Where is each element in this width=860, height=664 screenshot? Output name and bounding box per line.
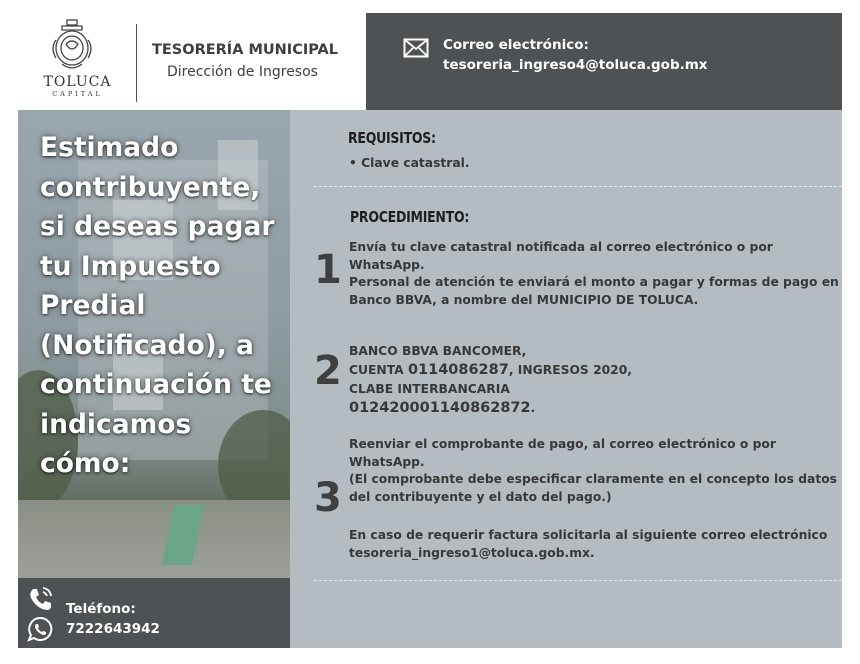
account-number: 0114086287: [407, 362, 509, 378]
header-divider: [136, 24, 137, 102]
logo-name: TOLUCA: [43, 74, 112, 90]
step-3-text: Reenviar el comprobante de pago, al correo electrónico o por WhatsApp. (El comprobante debe especificar claramente en el concepto los datos del contribuyente y el dato del pago.): [349, 437, 837, 504]
account-line: CUENTA 0114086287, INGRESOS 2020,: [349, 362, 632, 378]
requisito-item: • Clave catastral.: [349, 156, 470, 170]
headline: Estimado contribuyente, si deseas pagar tu Impuesto Predial (Notificado), a continuación te indicamos cómo:: [40, 132, 275, 479]
dashed-divider: [314, 186, 842, 187]
email-link[interactable]: tesoreria_ingreso4@toluca.gob.mx: [443, 57, 708, 73]
step-3-number: 3: [314, 475, 342, 521]
step-2-text: [349, 342, 632, 418]
invoice-note: En caso de requerir factura solicitarla al siguiente correo electrónico tesoreria_ingreso1@toluca.gob.mx.: [349, 527, 827, 562]
phone-label: Teléfono:: [66, 601, 136, 617]
mail-icon: [403, 38, 429, 62]
bank-name: BANCO BBVA BANCOMER,: [349, 344, 527, 358]
info-panel: [290, 110, 842, 648]
header-subtitle: Dirección de Ingresos: [167, 64, 318, 80]
dashed-divider: [314, 580, 842, 581]
step-1-text: Envía tu clave catastral notificada al correo electrónico o por WhatsApp. Personal de atención te enviará el monto a pagar y formas de pago en Banco BBVA, a nombre del MUNICIPIO DE TOLUCA.: [349, 240, 839, 307]
email-label: Correo electrónico:: [443, 37, 589, 53]
invoice-email-link[interactable]: tesoreria_ingreso1@toluca.gob.mx.: [349, 545, 595, 560]
clabe-number: 012420001140862872: [349, 400, 531, 416]
requisitos-title: REQUISITOS:: [348, 129, 436, 147]
clabe-label: CLABE INTERBANCARIA: [349, 382, 510, 396]
phone-number[interactable]: 7222643942: [66, 621, 160, 637]
header-title: TESORERÍA MUNICIPAL: [152, 42, 338, 58]
step-1-number: 1: [314, 247, 342, 293]
procedimiento-title: PROCEDIMIENTO:: [350, 208, 470, 226]
phone-icon: [27, 586, 53, 616]
clabe-line: 012420001140862872.: [349, 400, 536, 416]
phone-bar: [18, 578, 290, 648]
municipal-crest-icon: [22, 18, 122, 78]
logo-subname: CAPITAL: [52, 90, 103, 98]
whatsapp-icon: [27, 616, 53, 646]
step-2-number: 2: [314, 348, 342, 394]
